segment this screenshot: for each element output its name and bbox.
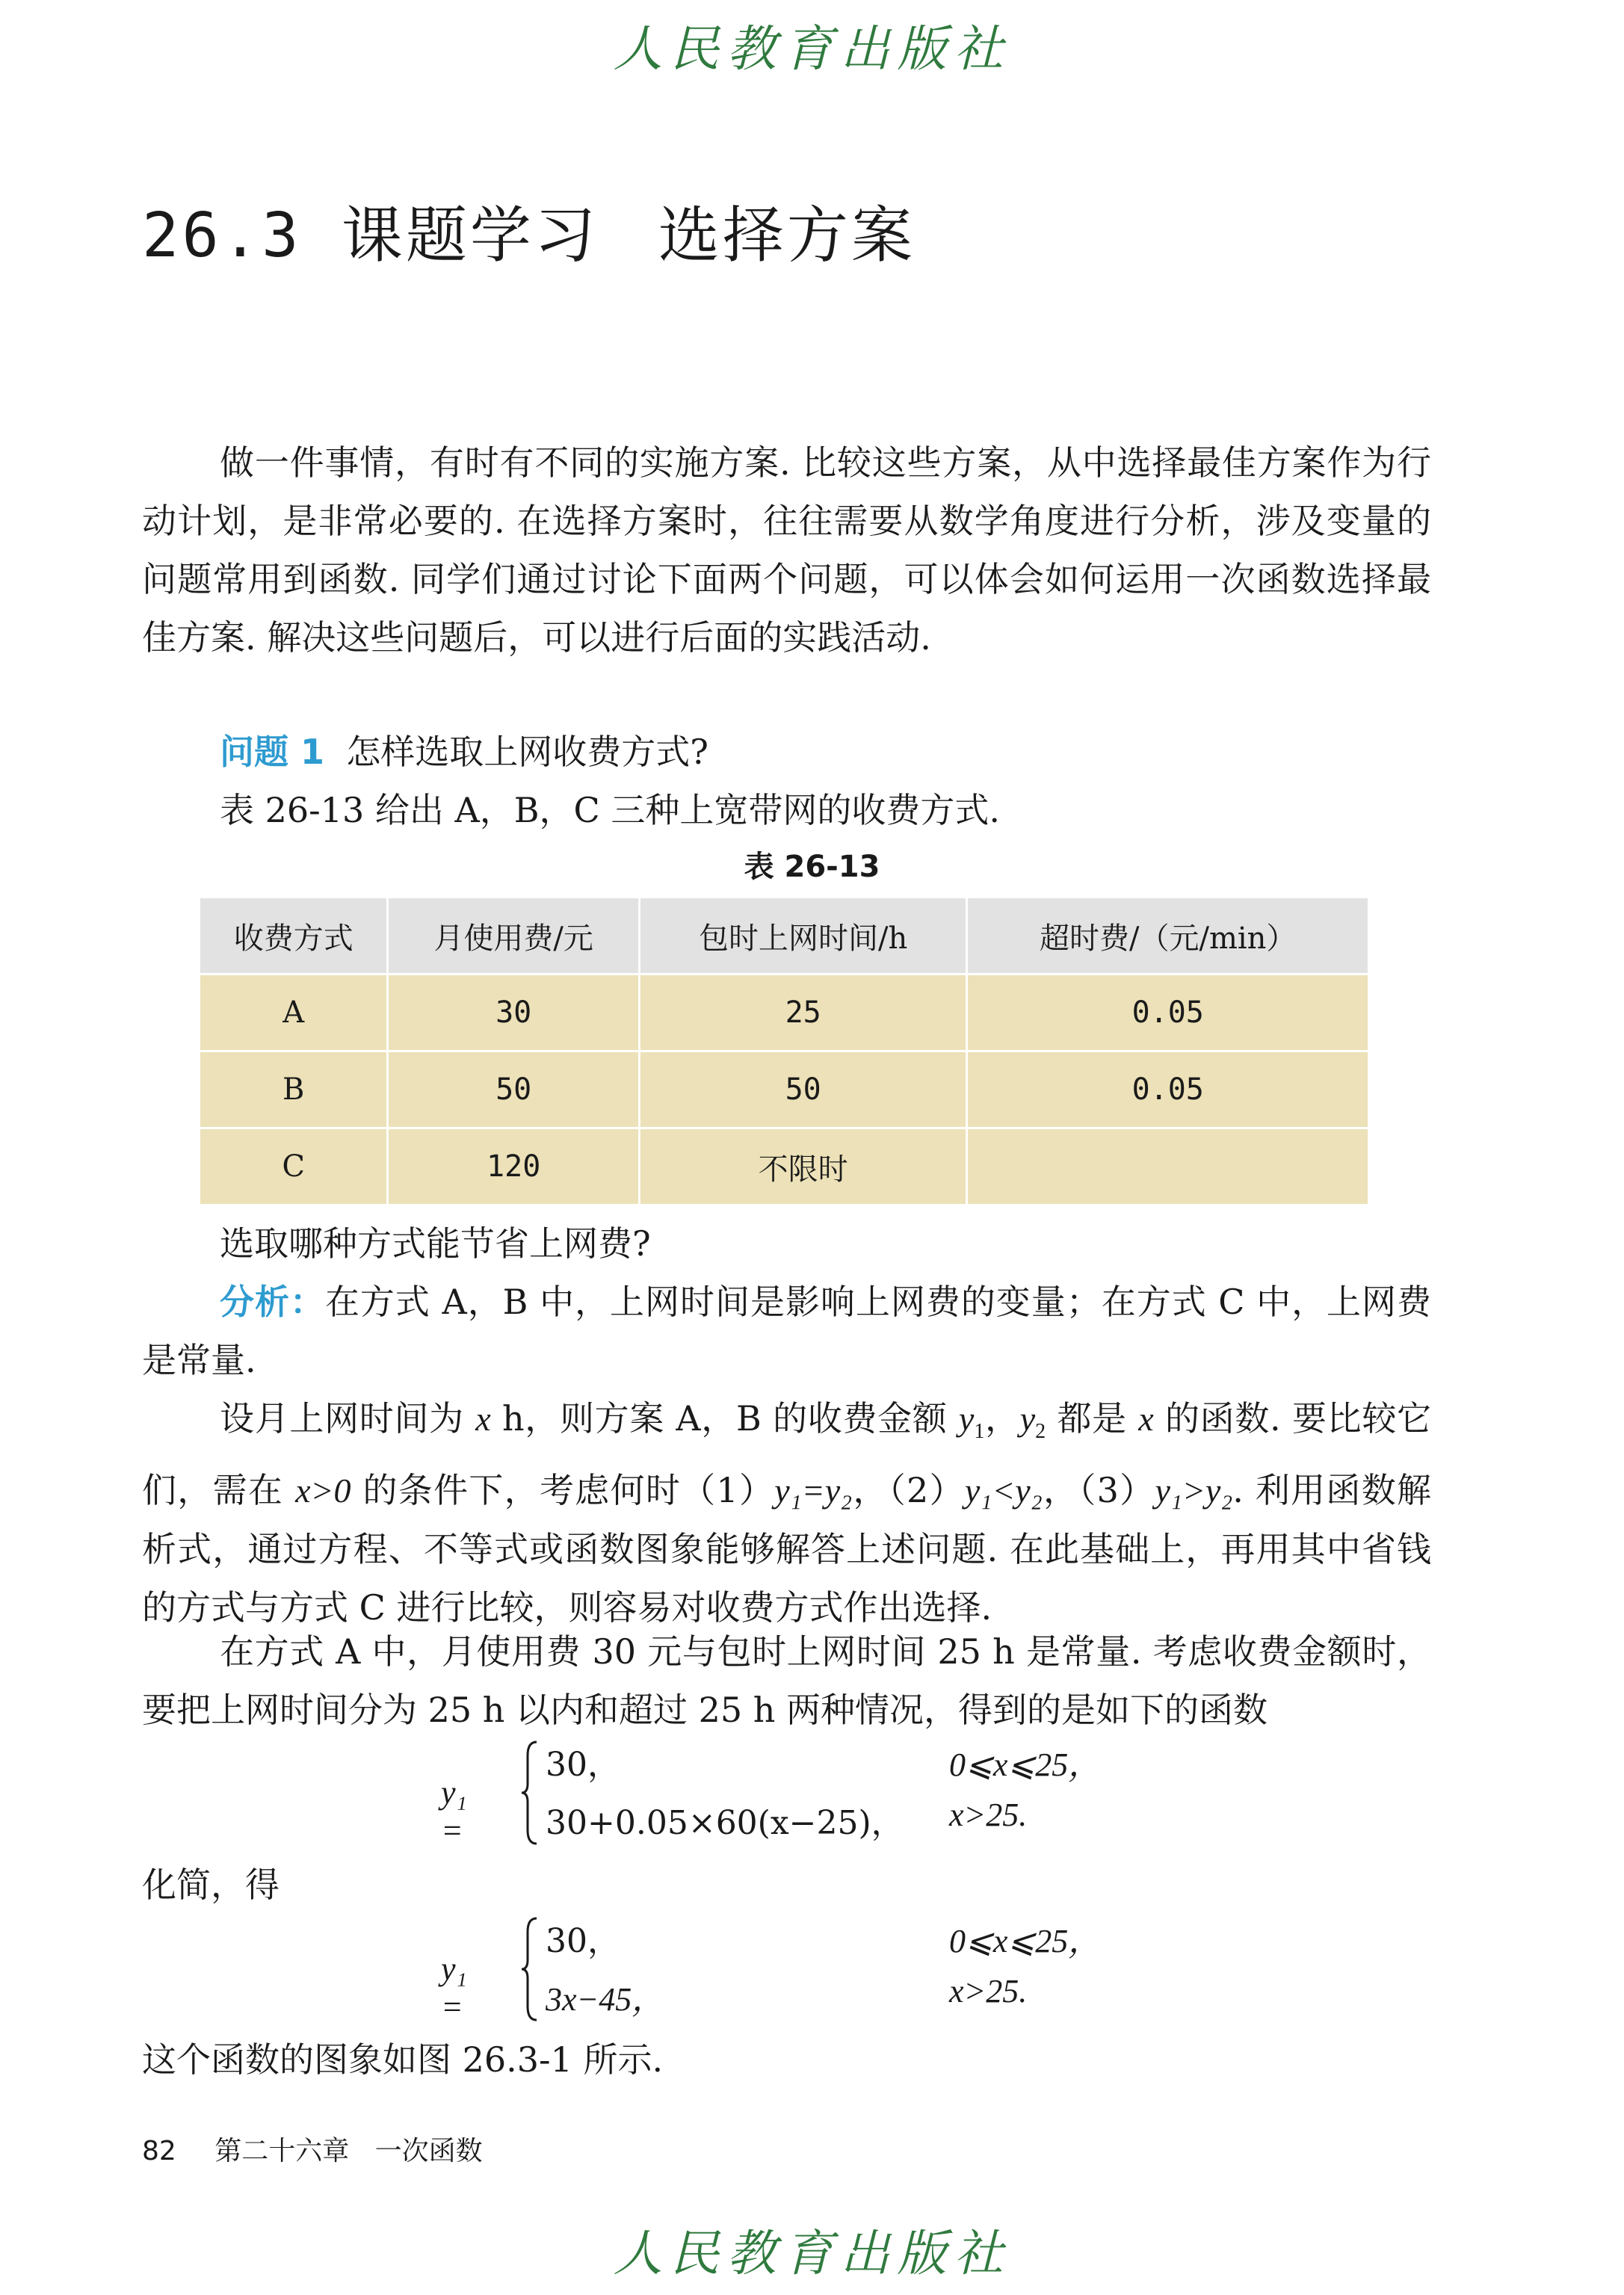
analysis-paragraph	[142, 1273, 1431, 1389]
formula-condition-2: x>25.	[949, 1973, 1028, 2010]
table-row	[200, 1128, 1368, 1205]
left-brace-icon	[522, 1740, 538, 1845]
formula-case-2: 30+0.05×60(x−25)，	[546, 1804, 904, 1842]
table-intro: 表 26-13 给出 A，B，C 三种上宽带网的收费方式.	[220, 790, 1000, 830]
intro-paragraph: 做一件事情，有时有不同的实施方案. 比较这些方案，从中选择最佳方案作为行动计划，是非常必要的. 在选择方案时，往往需要从数学角度进行分析，涉及变量的问题常用到函数. 同学们通过讨论下面两个问题，可以体会如何运用一次函数选择最佳方案. 解决这些问题后，可以进行后面的实践活动.	[142, 442, 1431, 658]
section-number: 26.3	[142, 200, 302, 271]
formula-case-2: 3x−45，	[546, 1981, 665, 2018]
fee-table	[200, 898, 1368, 1206]
formula-lhs: y₁ =	[441, 1950, 467, 2025]
table-cell: B	[200, 1051, 388, 1128]
table-row	[200, 974, 1368, 1051]
table-cell: 0.05	[967, 974, 1368, 1051]
analysis-text: 在方式 A，B 中，上网时间是影响上网费的变量；在方式 C 中，上网费是常量.	[142, 1282, 1432, 1380]
publisher-logo-bottom: 人民教育出版社	[613, 2225, 1011, 2282]
question-2: 选取哪种方式能节省上网费?	[220, 1223, 651, 1264]
problem-1-question: 怎样选取上网收费方式?	[346, 732, 708, 772]
formula-condition-1: 0⩽x⩽25，	[949, 1746, 1102, 1783]
table-row	[200, 1051, 1368, 1128]
section-name: 选择方案	[658, 200, 916, 271]
table-cell: 50	[388, 1051, 639, 1128]
table-header: 收费方式	[200, 898, 388, 974]
formula-lhs: y₁ =	[441, 1774, 467, 1849]
problem-1-label: 问题 1	[220, 732, 325, 772]
simplify-text: 化简，得	[142, 1865, 280, 1905]
formula-condition-1: 0⩽x⩽25，	[949, 1923, 1102, 1959]
table-cell: 30	[388, 974, 639, 1051]
closing-text: 这个函数的图象如图 26.3-1 所示.	[142, 2039, 664, 2080]
table-header: 月使用费/元	[388, 898, 639, 974]
table-cell: 50	[639, 1051, 967, 1128]
section-label: 课题学习	[341, 200, 599, 271]
case-paragraph: 在方式 A 中，月使用费 30 元与包时上网时间 25 h 是常量. 考虑收费金额时，要把上网时间分为 25 h 以内和超过 25 h 两种情况，得到的是如下的函数	[142, 1631, 1431, 1730]
table-cell: A	[200, 974, 388, 1051]
formula-condition-2: x>25.	[949, 1797, 1028, 1833]
table-header-row	[200, 898, 1368, 974]
table-cell: 25	[639, 974, 967, 1051]
variables-paragraph: 设月上网时间为 x h，则方案 A，B 的收费金额 $y_1$，$y_2$ 都是 x 的函数. 要比较它们，需在 x>0 的条件下，考虑何时（1）y₁=y₂，（2）y₁<y₂，（3）y₁>y₂. 利用函数解析式，通过方程、不等式或函数图象能够解答上述问题. 在此基础上，再用其中省钱的方式与方式 C 进行比较，则容易对收费方式作出选择.	[142, 1398, 1432, 1628]
table-header: 包时上网时间/h	[639, 898, 967, 974]
publisher-logo-top: 人民教育出版社	[613, 20, 1011, 78]
page-number: 82	[142, 2136, 176, 2166]
table-cell: 不限时	[639, 1128, 967, 1205]
table-cell: C	[200, 1128, 388, 1205]
analysis-label: 分析：	[220, 1282, 325, 1322]
table-caption: 表 26-13	[744, 850, 880, 884]
formula-case-1: 30，	[546, 1746, 620, 1784]
problem-1	[142, 723, 1431, 781]
page-footer	[142, 2130, 483, 2168]
table-header: 超时费/（元/min）	[967, 898, 1368, 974]
left-brace-icon	[522, 1917, 538, 2021]
table-cell: 120	[388, 1128, 639, 1205]
chapter-number: 第二十六章	[214, 2136, 350, 2166]
table-cell: 0.05	[967, 1051, 1368, 1128]
section-title	[142, 187, 916, 274]
chapter-title: 一次函数	[374, 2136, 483, 2166]
formula-case-1: 30，	[546, 1922, 620, 1960]
table-cell	[967, 1128, 1368, 1205]
